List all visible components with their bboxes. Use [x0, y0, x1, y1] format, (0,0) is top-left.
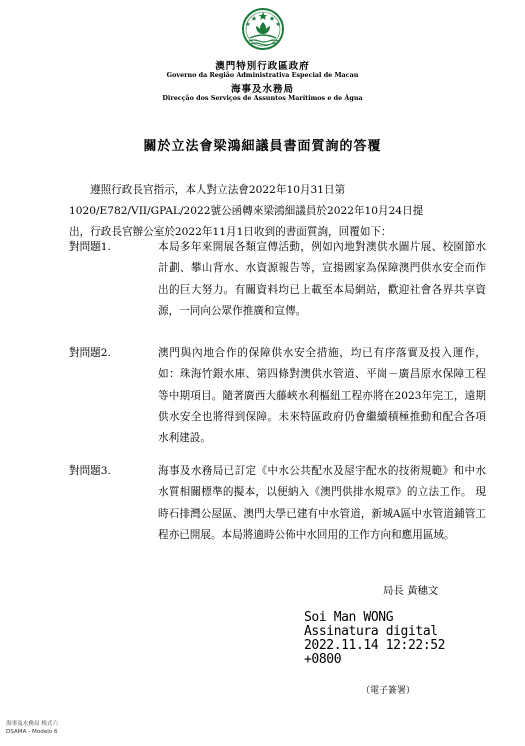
star-icon [251, 16, 256, 21]
answer-label: 對問題3. [69, 465, 111, 477]
digital-signature-block [304, 611, 464, 667]
answer-body: 澳門與內地合作的保障供水安全措施，均已有序落實及投入運作，如：珠海竹銀水庫、第四條對澳供水管道、平崗－廣昌原水保障工程等中期項目。隨著廣西大藤峽水利樞紐工程亦將在2023年完工，遠期供水安全也將得到保障。未來特區政府仍會繼續積極推動和配合各項水利建設。 [158, 347, 486, 445]
macau-emblem-icon [234, 6, 292, 58]
star-icon [269, 16, 274, 21]
answer-label: 對問題1. [69, 241, 111, 253]
form-code-pt: DSAMA - Modelo 6 [6, 729, 58, 735]
government-name-pt: Governo da Região Administrativa Especial de Macau [166, 71, 359, 79]
digital-signature-line: Soi Man WONG [304, 610, 394, 625]
intro-line: 遵照行政長官指示，本人對立法會2022年10月31日第 [90, 184, 346, 196]
digital-signature-line: +0800 [304, 652, 342, 667]
digital-signature-line: 2022.11.14 12:22:52 [304, 638, 446, 653]
digital-signature-line: Assinatura digital [304, 624, 438, 639]
intro-line: 出，行政長官辦公室於2022年11月1日收到的書面質詢，回覆如下： [69, 226, 392, 239]
document-title: 關於立法會梁鴻細議員書面質詢的答覆 [143, 139, 382, 154]
form-code-zh: 海事及水務局 格式六 [6, 721, 59, 727]
intro-paragraph [69, 180, 457, 244]
answer-label: 對問題2. [69, 347, 111, 359]
answer-body: 海事及水務局已訂定《中水公共配水及屋宇配水的技術規範》和中水水質相關標準的擬本，以便納入《澳門供排水規章》的立法工作。 現時石排灣公屋區、澳門大學已建有中水管道，新城A區中水管道鋪管工程亦已開展。本局將適時公佈中水回用的工作方向和應用區域。 [158, 465, 486, 541]
government-name-zh: 澳門特別行政區政府 [215, 61, 310, 72]
signatory-name: 局長 黃穗文 [383, 585, 439, 597]
department-name-zh: 海事及水務局 [230, 84, 294, 95]
star-icon [259, 12, 268, 20]
answer-body: 本局多年來開展各類宣傳活動，例如內地對澳供水圖片展、校園節水計劃、攀山背水、水資源報告等，宣揚國家為保障澳門供水安全而作出的巨大努力。有關資料均已上載至本局網站，歡迎社會各界共享資源，一同向公眾作推廣和宣傳。 [158, 241, 486, 317]
intro-line: 1020/E782/VII/GPAL/2022號公函轉來梁鴻細議員於2022年10月24日提 [69, 205, 424, 218]
electronic-signature-note: （電子簽署） [361, 686, 416, 696]
department-name-pt: Direcção dos Serviços de Assuntos Marítimos e de Água [162, 94, 363, 102]
